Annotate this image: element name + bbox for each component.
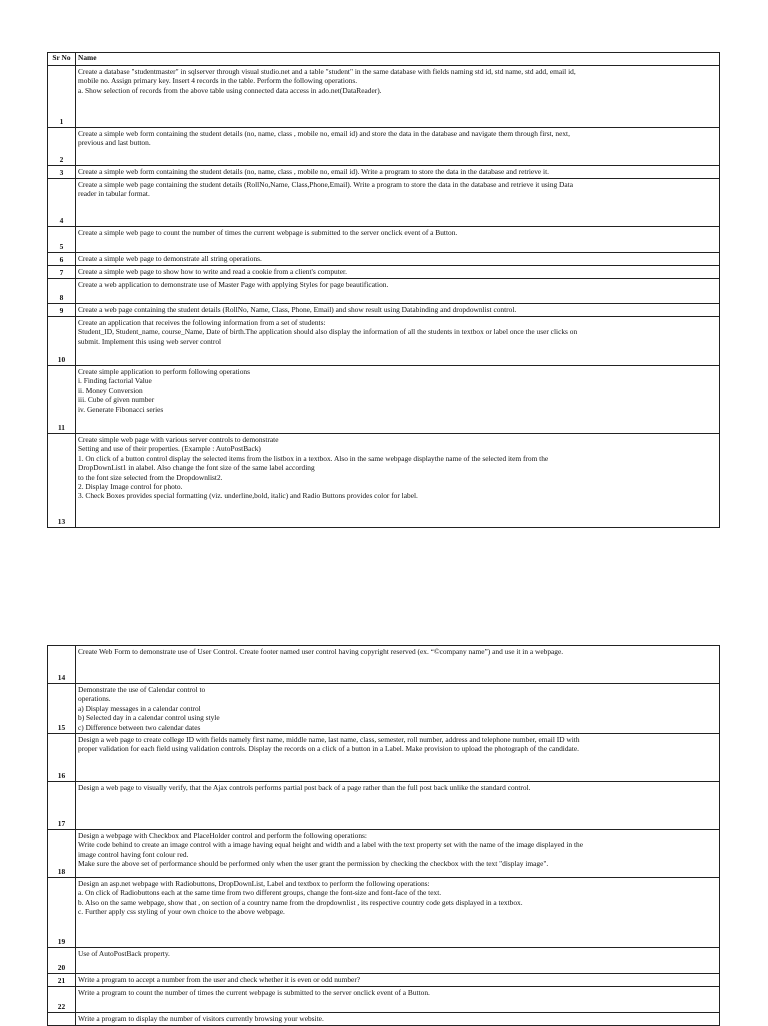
description-line: Write a program to display the number of visitors currently browsing your website. <box>78 1014 324 1024</box>
description-line: Create an application that receives the following information from a set of students: <box>78 318 326 327</box>
table-row <box>48 974 720 987</box>
description-line: Design a web page to visually verify, that the Ajax controls performs partial post back of a page rather than the full post back unlike the standard control. <box>78 783 531 793</box>
description-line: previous and last button. <box>78 138 151 148</box>
table-row <box>48 684 720 734</box>
sr-no-cell: 21 <box>48 974 76 987</box>
description-line: to the font size selected from the Dropdownlist2. <box>78 472 223 482</box>
description-line: c. Further apply css styling of your own choice to the above webpage. <box>78 907 285 917</box>
description-line: proper validation for each field using validation controls. Display the records on a click of a button in a Label. Make provision to upload the photograph of the candidate. <box>78 744 579 754</box>
description-line: Write code behind to create an image control with a image having equal height and width and a label with the text property set with the name of the image displayed in the <box>78 840 583 850</box>
sr-no-cell: 5 <box>48 227 76 253</box>
assignment-description-cell <box>76 179 720 227</box>
table-row <box>48 734 720 782</box>
description-line: Design a web page to create college ID with fields namely first name, middle name, last name, class, semester, roll number, address and telephone number, email ID with <box>78 735 580 745</box>
sr-no-cell: 18 <box>48 830 76 878</box>
description-line: Create a simple web form containing the student details (no, name, class , mobile no, email id) and store the data in the database and navigate them through first, next, <box>78 129 570 138</box>
assignment-description-cell <box>76 948 720 974</box>
description-line: ii. Money Conversion <box>78 385 143 395</box>
assignment-description-cell <box>76 684 720 734</box>
assignment-description-cell <box>76 304 720 317</box>
table-row <box>48 128 720 166</box>
description-line: Demonstrate the use of Calendar control to <box>78 685 206 694</box>
sr-no-cell: 3 <box>48 166 76 179</box>
description-line: Create simple application to perform following operations <box>78 367 250 376</box>
description-line: i. Finding factorial Value <box>78 376 152 386</box>
sr-no-header: Sr No <box>48 53 76 66</box>
table-body <box>48 66 720 528</box>
sr-no-cell: 4 <box>48 179 76 227</box>
assignment-description-cell <box>76 878 720 948</box>
description-line: reader in tabular format. <box>78 189 150 199</box>
assignment-description-cell <box>76 434 720 528</box>
sr-no-cell: 1 <box>48 66 76 128</box>
sr-no-cell: 13 <box>48 434 76 528</box>
description-line: a) Display messages in a calendar control <box>78 703 201 713</box>
table-row <box>48 782 720 830</box>
assignment-description-cell <box>76 166 720 179</box>
sr-no-cell: 10 <box>48 317 76 366</box>
sr-no-cell: 20 <box>48 948 76 974</box>
table-row <box>48 166 720 179</box>
name-header: Name <box>76 53 720 66</box>
description-line: Create a simple web page containing the student details (RollNo,Name, Class,Phone,Email). Write a program to store the data in the database and retrieve it using Data <box>78 180 574 189</box>
sr-no-cell: 9 <box>48 304 76 317</box>
assignment-description-cell <box>76 646 720 684</box>
sr-no-cell: 11 <box>48 366 76 434</box>
description-line: Create a simple web form containing the student details (no, name, class , mobile no, email id). Write a program to store the data in the database and retrieve it. <box>78 167 549 176</box>
description-line: c) Difference between two calendar dates <box>78 722 201 732</box>
description-line: Create a web application to demonstrate use of Master Page with applying Styles for page beautification. <box>78 280 389 289</box>
table-row <box>48 878 720 948</box>
sr-no-cell: 19 <box>48 878 76 948</box>
description-line: Design an asp.net webpage with Radiobuttons, DropDownList, Label and textbox to perform the following operations: <box>78 879 430 889</box>
sr-no-cell: 6 <box>48 253 76 266</box>
assignment-description-cell <box>76 253 720 266</box>
assignment-description-cell <box>76 227 720 253</box>
description-line: 3. Check Boxes provides special formatting (viz. underline,bold, italic) and Radio Buttons provides color for label. <box>78 491 418 501</box>
assignment-description-cell <box>76 734 720 782</box>
description-line: iii. Cube of given number <box>78 395 155 405</box>
assignments-table-part-2 <box>47 645 720 1026</box>
description-line: Design a webpage with Checkbox and PlaceHolder control and perform the following operations: <box>78 831 367 841</box>
description-line: 2. Display Image control for photo. <box>78 482 183 492</box>
table-row <box>48 987 720 1013</box>
table-row <box>48 227 720 253</box>
description-line: Use of AutoPostBack property. <box>78 949 170 959</box>
assignment-description-cell <box>76 830 720 878</box>
table-body <box>48 646 720 1026</box>
description-line: a. On click of Radiobuttons each at the same time from two different groups, change the font-size and font-face of the text. <box>78 888 442 898</box>
sr-no-cell: 2 <box>48 128 76 166</box>
table-row <box>48 948 720 974</box>
assignment-description-cell <box>76 66 720 128</box>
table-row <box>48 366 720 434</box>
description-line: iv. Generate Fibonacci series <box>78 404 164 414</box>
table-row <box>48 304 720 317</box>
sr-no-cell: 15 <box>48 684 76 734</box>
table-row <box>48 179 720 227</box>
assignment-description-cell <box>76 266 720 279</box>
description-line: Create a simple web page to count the number of times the current webpage is submitted to the server onclick event of a Button. <box>78 228 458 237</box>
description-line: 1. On click of a button control display the selected items from the listbox in a textbox. Also in the same webpage displaythe name of the selected item from the <box>78 453 549 463</box>
description-line: mobile no. Assign primary key. Insert 4 records in the table. Perform the following operations. <box>78 76 358 86</box>
description-line: operations. <box>78 694 111 704</box>
assignment-description-cell <box>76 279 720 304</box>
sr-no-cell: 22 <box>48 987 76 1013</box>
description-line: Write a program to count the number of times the current webpage is submitted to the server onclick event of a Button. <box>78 988 430 998</box>
description-line: b. Also on the same webpage, show that , on section of a country name from the dropdownlist , its respective country code gets displayed in a textbox. <box>78 897 523 907</box>
description-line: Create a database "studentmaster" in sqlserver through visual studio.net and a table "student" in the same database with fields naming std id, std name, std add, email id, <box>78 67 576 76</box>
description-line: submit. Implement this using web server control <box>78 336 222 346</box>
description-line: DropDownList1 in alabel. Also change the font size of the same label according <box>78 463 315 473</box>
assignment-description-cell <box>76 974 720 987</box>
table-row <box>48 434 720 528</box>
description-line: Setting and use of their properties. (Example : AutoPostBack) <box>78 444 261 454</box>
description-line: Make sure the above set of performance should be performed only when the user grant the permission by checking the checkbox with the text "display image". <box>78 859 549 869</box>
assignments-table-part-1 <box>47 52 720 528</box>
description-line: Student_ID, Student_name, course_Name, Date of birth.The application should also display the information of all the students in textbox or label once the user clicks on <box>78 327 578 337</box>
table-row <box>48 646 720 684</box>
description-line: Create a simple web page to show how to write and read a cookie from a client's computer. <box>78 267 347 276</box>
description-line: Create simple web page with various server controls to demonstrate <box>78 435 279 444</box>
description-line: Write a program to accept a number from the user and check whether it is even or odd number? <box>78 975 361 985</box>
sr-no-cell: 7 <box>48 266 76 279</box>
description-line: Create a simple web page to demonstrate all string operations. <box>78 254 262 263</box>
assignment-description-cell <box>76 987 720 1013</box>
table-row <box>48 279 720 304</box>
description-line: Create Web Form to demonstrate use of User Control. Create footer named user control having copyright reserved (ex. “©company name”) and use it in a webpage. <box>78 647 564 656</box>
description-line: a. Show selection of records from the above table using connected data access in ado.net(DataReader). <box>78 85 382 95</box>
description-line: b) Selected day in a calendar control using style <box>78 713 220 723</box>
table-row <box>48 317 720 366</box>
assignment-description-cell <box>76 317 720 366</box>
table-row <box>48 830 720 878</box>
description-line: Create a web page containing the student details (RollNo, Name, Class, Phone, Email) and show result using Databinding and dropdownlist control. <box>78 305 517 314</box>
sr-no-cell: 14 <box>48 646 76 684</box>
table-row <box>48 253 720 266</box>
assignment-description-cell <box>76 128 720 166</box>
table-row <box>48 266 720 279</box>
description-line: image control having font colour red. <box>78 849 189 859</box>
sr-no-cell: 8 <box>48 279 76 304</box>
table-row <box>48 66 720 128</box>
assignment-description-cell <box>76 366 720 434</box>
header-row <box>48 53 720 66</box>
assignment-description-cell <box>76 782 720 830</box>
sr-no-cell: 16 <box>48 734 76 782</box>
sr-no-cell: 17 <box>48 782 76 830</box>
